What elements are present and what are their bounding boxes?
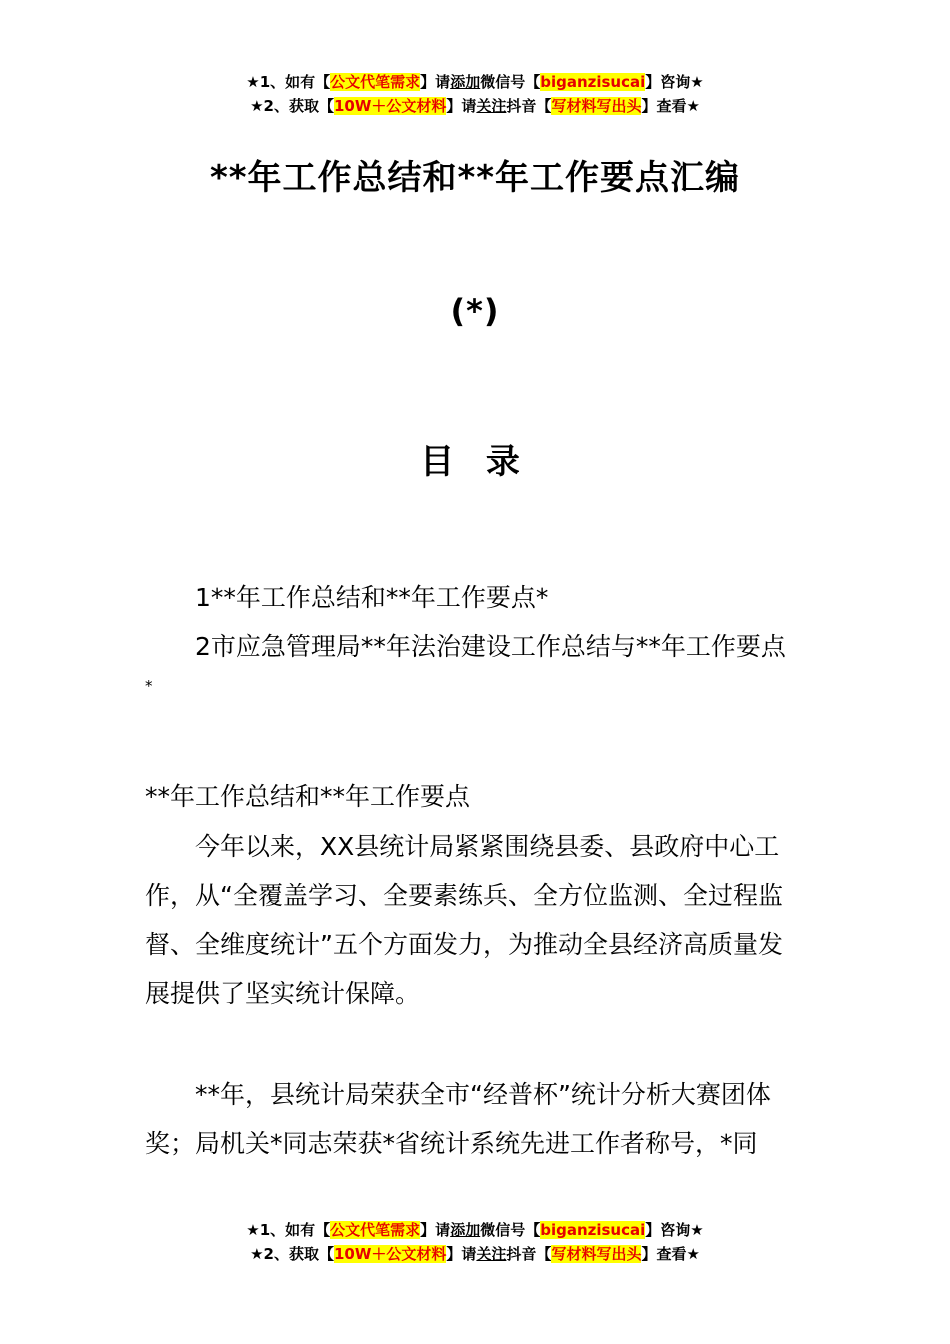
promo-text: 】请 xyxy=(420,1221,451,1239)
promo-highlight: 10W＋公文材料 xyxy=(333,97,447,115)
promo-highlight: 公文代笔需求 xyxy=(330,1221,421,1239)
document-subtitle: (*) xyxy=(450,292,500,330)
promo-wechat-id: biganzisucai xyxy=(540,1221,646,1239)
promo-line-1 xyxy=(0,1218,950,1242)
promo-text: ★2、获取【 xyxy=(250,1245,334,1263)
promo-douyin-id: 写材料写出头 xyxy=(551,97,642,115)
toc-item-2-overflow: * xyxy=(145,677,153,695)
promo-line-2 xyxy=(0,94,950,118)
promo-text: 】请 xyxy=(420,73,451,91)
promo-text: ★1、如有【 xyxy=(246,1221,331,1239)
promo-text: 抖音【 xyxy=(506,97,552,115)
promo-douyin-id: 写材料写出头 xyxy=(551,1245,642,1263)
promo-text: 】咨询★ xyxy=(645,1221,704,1239)
promo-text: 微信号【 xyxy=(480,73,541,91)
promo-highlight: 10W＋公文材料 xyxy=(333,1245,447,1263)
toc-list xyxy=(145,573,807,701)
paragraph-text: **年，县统计局荣获全市“经普杯”统计分析大赛团体奖；局机关*同志荣获*省统计系统先进工作者称号，*同 xyxy=(145,1080,771,1158)
promo-wechat-id: biganzisucai xyxy=(540,73,646,91)
promo-text: ★2、获取【 xyxy=(250,97,334,115)
paragraph-text: 今年以来，XX县统计局紧紧围绕县委、县政府中心工作，从“全覆盖学习、全要素练兵、全方位监测、全过程监督、全维度统计”五个方面发力，为推动全县经济高质量发展提供了坚实统计保障。 xyxy=(145,832,783,1008)
promo-underline: 关注 xyxy=(476,97,507,115)
promo-text: 】查看★ xyxy=(641,97,700,115)
promo-text: 】查看★ xyxy=(641,1245,700,1263)
toc-item-1: 1**年工作总结和**年工作要点* xyxy=(195,583,549,612)
toc-heading: 目 录 xyxy=(420,442,530,482)
section-title: **年工作总结和**年工作要点 xyxy=(145,782,471,811)
promo-underline: 添加 xyxy=(450,73,481,91)
document-title: **年工作总结和**年工作要点汇编 xyxy=(209,158,741,198)
promo-text: 微信号【 xyxy=(480,1221,541,1239)
promo-text: 抖音【 xyxy=(506,1245,552,1263)
toc-item-2: 2市应急管理局**年法治建设工作总结与**年工作要点 xyxy=(195,632,786,661)
promo-banner-bottom xyxy=(0,1218,950,1266)
body-paragraph-2 xyxy=(145,1070,807,1168)
promo-underline: 添加 xyxy=(450,1221,481,1239)
body-paragraph-1 xyxy=(145,822,807,1018)
promo-text: ★1、如有【 xyxy=(246,73,331,91)
promo-banner-top xyxy=(0,70,950,118)
promo-text: 】请 xyxy=(446,1245,477,1263)
promo-text: 】咨询★ xyxy=(645,73,704,91)
promo-line-2 xyxy=(0,1242,950,1266)
promo-highlight: 公文代笔需求 xyxy=(330,73,421,91)
promo-line-1 xyxy=(0,70,950,94)
promo-underline: 关注 xyxy=(476,1245,507,1263)
promo-text: 】请 xyxy=(446,97,477,115)
